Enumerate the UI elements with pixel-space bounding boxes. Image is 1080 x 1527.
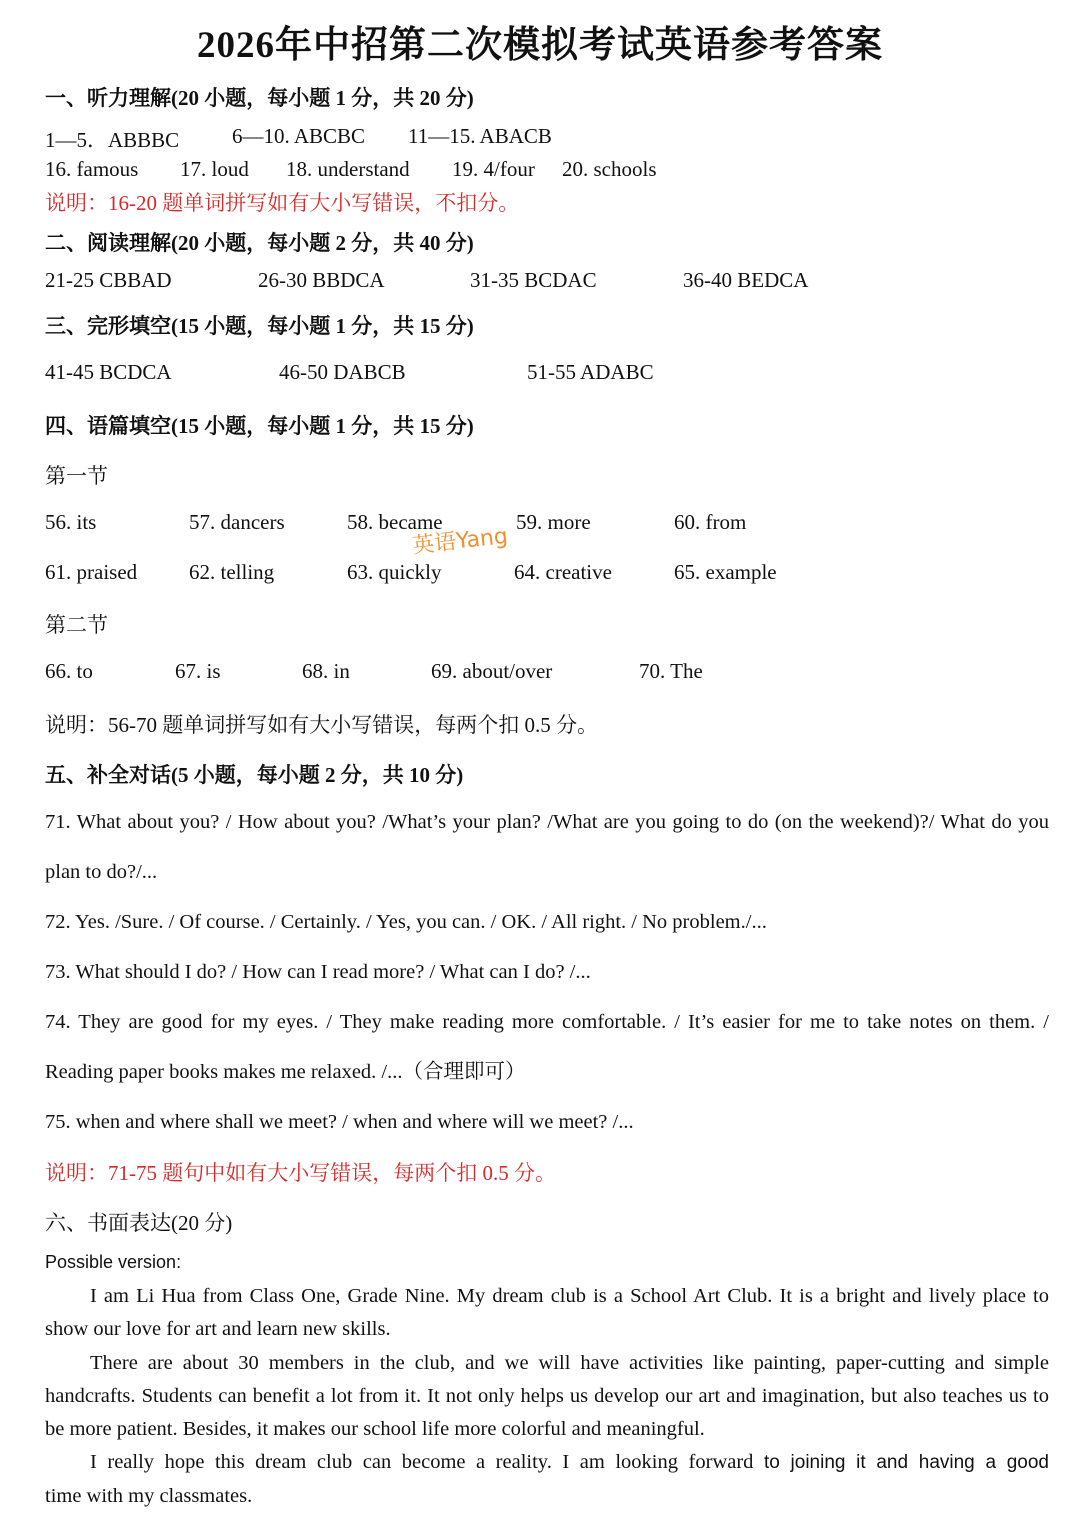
answer-group: 36-40 BEDCA [683, 268, 809, 292]
section-4-heading: 四、语篇填空(15 小题，每小题 1 分，共 15 分) [45, 414, 474, 438]
section-5-heading: 五、补全对话(5 小题，每小题 2 分，共 10 分) [45, 763, 464, 787]
answer-item: 69. about/over [431, 659, 553, 683]
essay-p3-part-b: to joining it and having a good [763, 1452, 1049, 1474]
answer-item: 60. from [674, 510, 747, 534]
answer-group: 31-35 BCDAC [470, 268, 597, 292]
section-5-note: 说明：71-75 题句中如有大小写错误，每两个扣 0.5 分。 [45, 1161, 556, 1185]
answer-item: 64. creative [514, 560, 612, 584]
answer-item: 63. quickly [347, 560, 442, 584]
answer-item: 66. to [45, 659, 93, 683]
page-title: 2026年中招第二次模拟考试英语参考答案 [197, 25, 883, 66]
possible-version-label: Possible version: [45, 1252, 182, 1272]
answer-item: 62. telling [189, 560, 275, 584]
answer-item: 18. understand [286, 157, 410, 181]
section-3-heading: 三、完形填空(15 小题，每小题 1 分，共 15 分) [45, 314, 474, 338]
answer-group: 51-55 ADABC [527, 360, 654, 384]
essay [45, 1280, 1049, 1513]
answer-item: 56. its [45, 510, 97, 534]
essay-p3-part-c: time with my classmates. [45, 1484, 253, 1507]
answer-item: 16. famous [45, 157, 139, 181]
answer-item: 61. praised [45, 560, 138, 584]
answer-group: 21-25 CBBAD [45, 268, 172, 292]
answer-item: 65. example [674, 560, 777, 584]
essay-paragraph-3 [45, 1446, 1049, 1479]
section-2-heading: 二、阅读理解(20 小题，每小题 2 分，共 40 分) [45, 231, 474, 255]
part-1-label: 第一节 [45, 464, 108, 488]
answer-item: 17. loud [180, 157, 249, 181]
answer-75: 75. when and where shall we meet? / when and where will we meet? /... [45, 1111, 634, 1133]
section-6-heading: 六、书面表达(20 分) [45, 1211, 233, 1235]
answer-group: 46-50 DABCB [279, 360, 406, 384]
answer-group: 41-45 BCDCA [45, 360, 172, 384]
answer-74: 74. They are good for my eyes. / They make reading more comfortable. / It’s easier for me to take notes on them. / Reading paper books makes me relaxed. /...（合理即可） [45, 1011, 1049, 1083]
answer-group: 26-30 BBDCA [258, 268, 385, 292]
answer-group: 11—15. ABACB [408, 124, 552, 148]
section-1-note: 说明：16-20 题单词拼写如有大小写错误，不扣分。 [45, 191, 520, 215]
answer-72: 72. Yes. /Sure. / Of course. / Certainly. / Yes, you can. / OK. / All right. / No problem./... [45, 911, 767, 933]
answer-item: 20. schools [562, 157, 657, 181]
section-4-note: 说明：56-70 题单词拼写如有大小写错误，每两个扣 0.5 分。 [45, 713, 598, 737]
essay-p3-part-a: I really hope this dream club can become a reality. I am looking forward [90, 1451, 754, 1474]
answer-item: 67. is [175, 659, 221, 683]
answer-item: 58. became [347, 510, 443, 534]
part-2-label: 第二节 [45, 613, 108, 637]
section-1-heading: 一、听力理解(20 小题，每小题 1 分，共 20 分) [45, 86, 474, 110]
essay-paragraph-2: There are about 30 members in the club, and we will have activities like painting, paper-cutting and simple handcrafts. Students can benefit a lot from it. It not only helps us develop our art and imagination, but also teaches us to be more patient. Besides, it makes our school life more colorful and meaningful. [45, 1351, 1049, 1441]
answer-item: 68. in [302, 659, 350, 683]
answer-group: 1—5．ABBBC [45, 128, 180, 152]
answer-item: 19. 4/four [452, 157, 535, 181]
answer-item: 59. more [516, 510, 591, 534]
watermark: 英语Yang [411, 524, 510, 559]
answer-group: 6—10. ABCBC [232, 124, 366, 148]
essay-paragraph-1: I am Li Hua from Class One, Grade Nine. My dream club is a School Art Club. It is a bright and lively place to show our love for art and learn new skills. [45, 1285, 1049, 1341]
answer-73: 73. What should I do? / How can I read more? / What can I do? /... [45, 961, 591, 983]
answer-item: 70. The [639, 659, 703, 683]
answer-item: 57. dancers [189, 510, 285, 534]
answer-71: 71. What about you? / How about you? /What’s your plan? /What are you going to do (on the weekend)?/ What do you plan to do?/... [45, 811, 1049, 883]
